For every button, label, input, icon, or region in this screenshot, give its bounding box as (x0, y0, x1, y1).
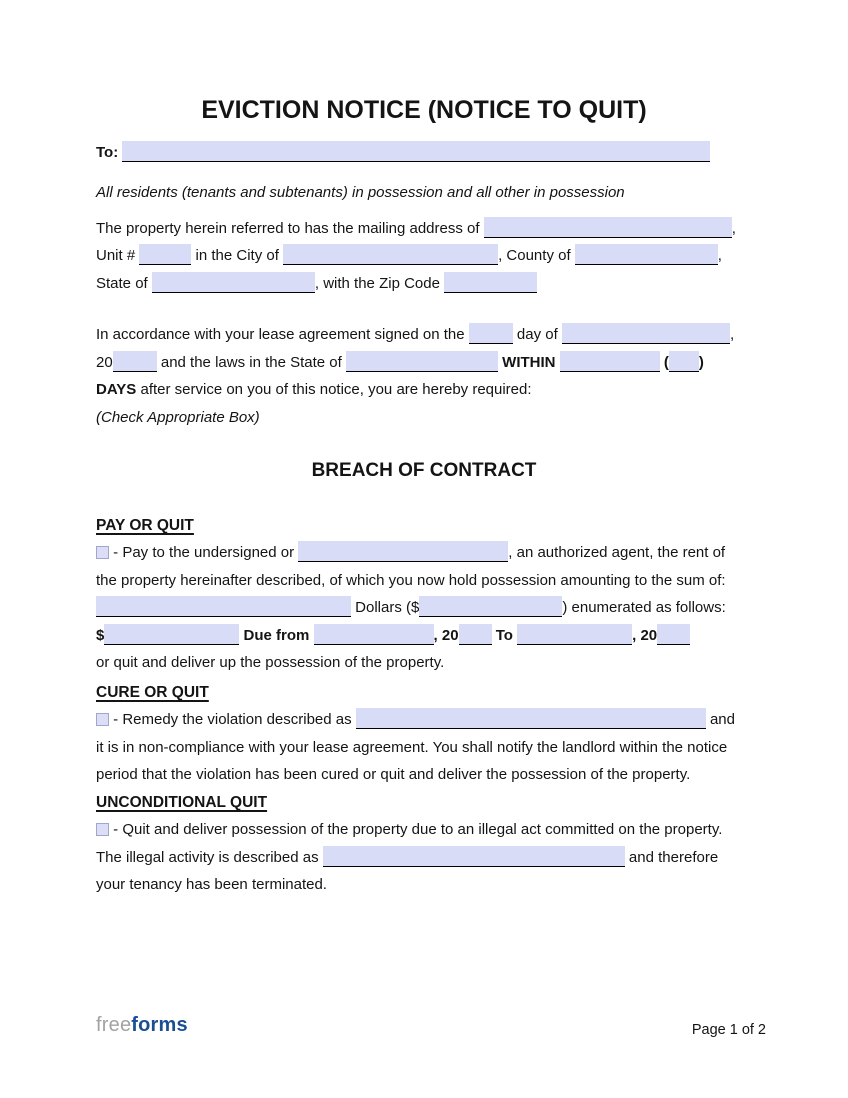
logo-text-forms: forms (131, 1014, 188, 1036)
text-segment: - Pay to the undersigned or (109, 544, 299, 562)
text-segment: DAYS (96, 381, 137, 399)
paragraph-line (96, 622, 752, 650)
text-segment: your tenancy has been terminated. (96, 876, 327, 894)
text-segment: in the City of (191, 247, 284, 265)
paragraph-line (96, 567, 752, 595)
to-line (96, 139, 752, 167)
rent-due-amount-field[interactable] (104, 624, 239, 645)
text-segment: ) enumerated as follows: (562, 599, 726, 617)
logo-text-free: free (96, 1014, 132, 1036)
paragraph-line (96, 844, 752, 872)
paragraph-line (96, 321, 752, 349)
paragraph-line (96, 242, 752, 270)
text-segment: and the laws in the State of (156, 353, 346, 371)
text-segment: the property hereinafter described, of which you now hold possession amounting to the sum of: (96, 571, 726, 589)
paragraph-line (96, 539, 752, 567)
unconditional-quit-checkbox[interactable] (96, 823, 109, 836)
text-segment: , (731, 219, 736, 237)
text-segment: , (717, 247, 722, 265)
text-segment: , with the Zip Code (314, 274, 445, 292)
text-segment: To: (96, 143, 123, 161)
paragraph-line (96, 594, 752, 622)
city-field[interactable] (283, 244, 498, 265)
text-segment: or quit and deliver up the possession of the property. (96, 654, 445, 672)
state-field[interactable] (152, 272, 315, 293)
signed-month-field[interactable] (562, 323, 730, 344)
text-segment: , (729, 326, 735, 344)
due-to-date-field[interactable] (517, 624, 632, 645)
page-number: Page 1 of 2 (691, 1022, 766, 1038)
text-segment: Due from (243, 626, 310, 644)
paragraph-line (96, 649, 752, 677)
due-to-year-field[interactable] (657, 624, 690, 645)
paragraph-line (96, 349, 752, 377)
text-segment: To (495, 626, 513, 644)
paragraph-line (96, 706, 752, 734)
violation-description-field[interactable] (356, 708, 706, 729)
text-segment: - Remedy the violation described as (109, 711, 356, 729)
notice-days-number-field[interactable] (669, 351, 699, 372)
text-segment: The illegal activity is described as (96, 848, 323, 866)
signed-day-field[interactable] (469, 323, 513, 344)
text-segment: after service on you of this notice, you are hereby required: (136, 381, 532, 399)
due-from-year-field[interactable] (459, 624, 492, 645)
text-segment: Dollars ($ (351, 599, 420, 617)
amount-in-words-field[interactable] (96, 596, 351, 617)
text-segment: Unit # (96, 247, 140, 265)
to-field[interactable] (122, 141, 710, 162)
text-segment: WITHIN (502, 353, 556, 371)
amount-numeric-field[interactable] (419, 596, 562, 617)
text-segment: and (705, 711, 735, 729)
paragraph-line (96, 761, 752, 789)
check-appropriate-box-note (96, 404, 752, 432)
paragraph-line (96, 816, 752, 844)
text-segment: ) (698, 353, 704, 371)
paragraph-line (96, 376, 752, 404)
text-segment: The property herein referred to has the mailing address of (96, 219, 484, 237)
signed-year-field[interactable] (113, 351, 157, 372)
text-segment: , 20 (632, 626, 658, 644)
text-segment: day of (512, 326, 562, 344)
pay-or-quit-checkbox[interactable] (96, 546, 109, 559)
text-segment: 20 (96, 353, 113, 371)
unit-number-field[interactable] (139, 244, 191, 265)
freeforms-logo (96, 1014, 188, 1037)
text-segment: (Check Appropriate Box) (96, 408, 260, 426)
text-segment: period that the violation has been cured or quit and deliver the possession of the property. (96, 766, 691, 784)
paragraph-line (96, 871, 752, 899)
cure-or-quit-checkbox[interactable] (96, 713, 109, 726)
text-segment: , an authorized agent, the rent of (508, 544, 726, 562)
cure-or-quit-section (96, 679, 752, 789)
illegal-activity-field[interactable] (323, 846, 625, 867)
authorized-agent-field[interactable] (298, 541, 508, 562)
pay-or-quit-section (96, 512, 752, 677)
unconditional-quit-section (96, 789, 752, 899)
residents-note: All residents (tenants and subtenants) in possession and all other in possession (96, 184, 625, 202)
document-title: EVICTION NOTICE (NOTICE TO QUIT) (201, 96, 647, 124)
text-segment: , County of (498, 247, 575, 265)
due-from-date-field[interactable] (314, 624, 434, 645)
county-field[interactable] (575, 244, 718, 265)
text-segment: - Quit and deliver possession of the property due to an illegal act committed on the property. (109, 821, 723, 839)
pay-or-quit-heading: PAY OR QUIT (96, 516, 194, 534)
mailing-address-field[interactable] (484, 217, 732, 238)
property-address-paragraph (96, 215, 752, 298)
zip-code-field[interactable] (444, 272, 537, 293)
notice-days-written-field[interactable] (560, 351, 660, 372)
text-segment: $ (96, 626, 105, 644)
state-law-field[interactable] (346, 351, 498, 372)
text-segment: it is in non-compliance with your lease agreement. You shall notify the landlord within the notice (96, 738, 728, 756)
breach-of-contract-heading: BREACH OF CONTRACT (311, 460, 537, 482)
text-segment: ( (659, 353, 669, 371)
paragraph-line (96, 734, 752, 762)
text-segment: In accordance with your lease agreement signed on the (96, 326, 469, 344)
lease-terms-paragraph (96, 321, 752, 431)
paragraph-line (96, 215, 752, 243)
paragraph-line (96, 270, 752, 298)
cure-or-quit-heading: CURE OR QUIT (96, 683, 209, 701)
text-segment: and therefore (624, 848, 719, 866)
unconditional-quit-heading: UNCONDITIONAL QUIT (96, 793, 268, 811)
document-content (0, 96, 848, 899)
text-segment: State of (96, 274, 152, 292)
text-segment: , 20 (433, 626, 459, 644)
